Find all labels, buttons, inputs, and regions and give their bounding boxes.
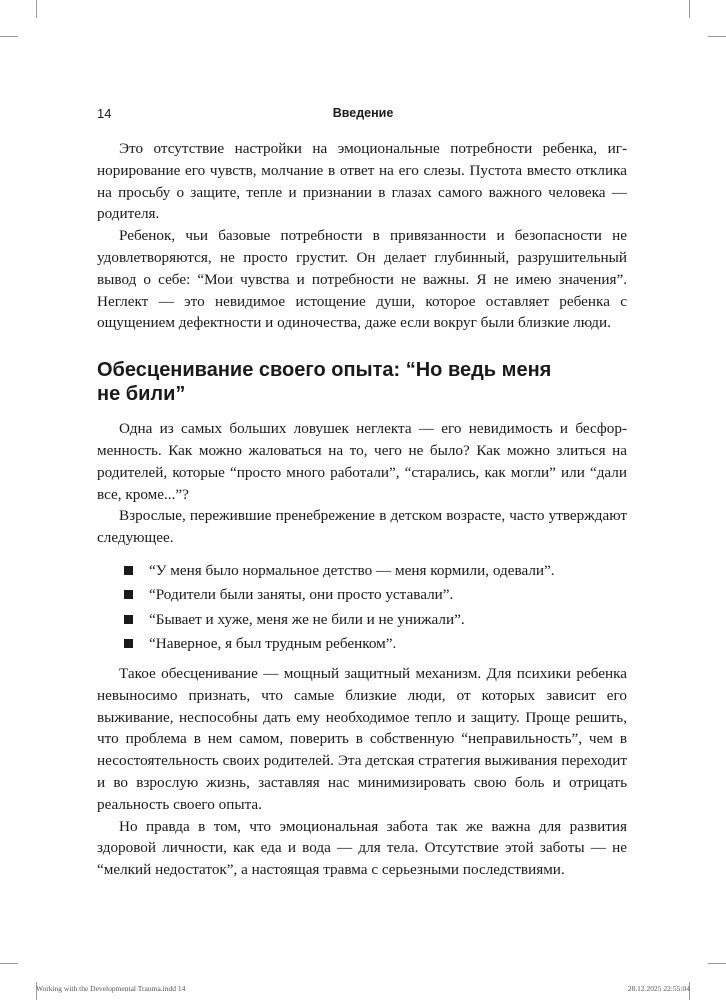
list-item-text: “Наверное, я был трудным ребенком”. [149, 635, 397, 653]
page-number: 14 [97, 106, 112, 121]
square-bullet-icon [124, 615, 133, 624]
text-column [97, 138, 627, 881]
crop-mark-right-bottom [708, 963, 726, 964]
square-bullet-icon [124, 566, 133, 575]
square-bullet-icon [124, 639, 133, 648]
footer-timestamp: 28.12.2025 22:55:04 [627, 984, 690, 993]
footer-file-info: Working with the Developmental Trauma.indd 14 [36, 984, 186, 993]
body-paragraph: Такое обесценивание — мощный защитный механизм. Для психики ребенка невыносимо признать, что самые близкие люди, от которых зависит его выживание, неспособны дать ему необходимое тепло и защиту. Проще решить, что проблема в нем самом, поверить в собственную “неправильность”, чем в несостоятельность своих родителей. Эта детская стратегия выживания переходит и во взрослую жизнь, заставляя нас минимизировать свою боль и отрицать реальность своего опыта. [97, 664, 627, 813]
intro-paragraph: Ребенок, чьи базовые потребности в привязанности и безопасности не удовлетворяются, не просто грустит. Он делает глубинный, разрушительный вывод о себе: “Мои чувства и потребности не важны. Я не имею значения”. Неглект — это невидимое истощение души, которое оставляет ребенка с ощущением дефектности и одиночества, даже если вокруг были близкие люди. [97, 227, 627, 332]
crop-mark-top-left [36, 0, 37, 18]
running-head: Введение [332, 106, 394, 120]
list-item-text: “Родители были заняты, они просто уставали”. [149, 586, 454, 604]
list-item-text: “Бывает и хуже, меня же не били и не унижали”. [149, 610, 465, 628]
list-item-text: “У меня было нормальное детство — меня кормили, одевали”. [149, 561, 555, 579]
quote-list [97, 559, 627, 657]
crop-mark-left-top [0, 36, 18, 37]
crop-mark-top-right [689, 0, 690, 18]
list-item [97, 632, 627, 657]
body-paragraph: Но правда в том, что эмоциональная забота так же важна для развития здоровой личности, как еда и вода — для тела. Отсутствие этой заботы — не “мелкий недостаток”, а настоящая травма с серьезными последствиями. [97, 817, 627, 879]
body-paragraph: Взрослые, пережившие пренебрежение в детском возрасте, часто утверждают следующее. [97, 507, 627, 547]
body-paragraph: Одна из самых больших ловушек неглекта — его невидимость и бесформенность. Как можно жаловаться на то, чего не было? Как можно злиться на родителей, которые “просто много работали”, “старались, как могли” или “дали все, кроме...”? [97, 420, 627, 503]
list-item [97, 559, 627, 584]
section-heading: Обесценивание своего опыта: “Но ведь меня не били” [97, 359, 552, 406]
intro-paragraph: Это отсутствие настройки на эмоциональные потребности ребенка, игнорирование его чувств, молчание в ответ на его слезы. Пустота вместо отклика на просьбу о защите, тепле и признании в глазах самого важного человека — родителя. [97, 140, 627, 223]
list-item [97, 583, 627, 608]
list-item [97, 608, 627, 633]
square-bullet-icon [124, 590, 133, 599]
crop-mark-right-top [708, 36, 726, 37]
crop-mark-left-bottom [0, 963, 18, 964]
